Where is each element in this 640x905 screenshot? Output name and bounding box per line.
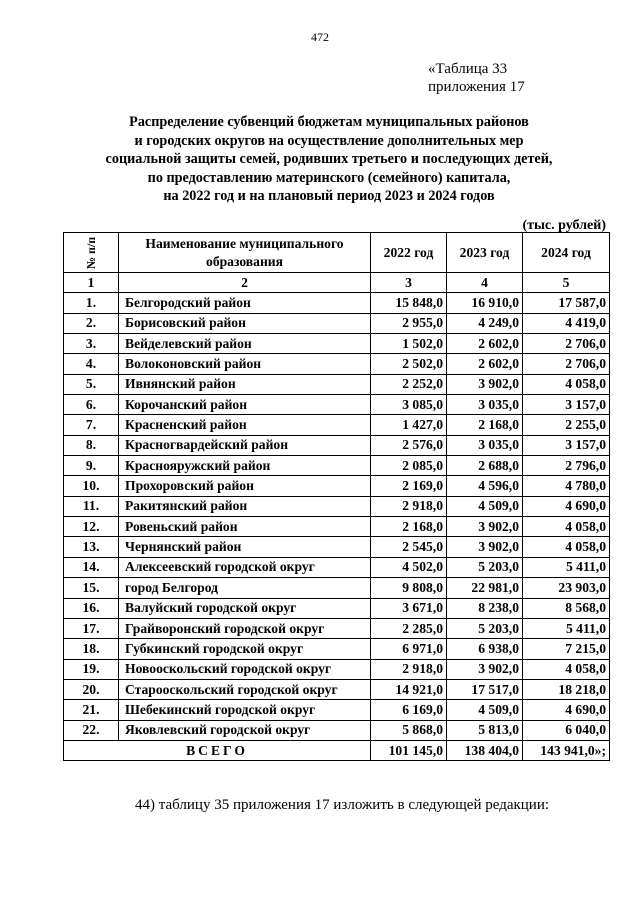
header-num xyxy=(64,233,119,273)
municipality-name: Белгородский район xyxy=(119,293,371,313)
municipality-name: Борисовский район xyxy=(119,313,371,333)
table-row xyxy=(64,313,610,333)
index-cell: 2 xyxy=(119,273,371,293)
value-2023: 2 602,0 xyxy=(447,334,523,354)
table-row xyxy=(64,679,610,699)
index-cell: 3 xyxy=(371,273,447,293)
value-2022: 2 576,0 xyxy=(371,435,447,455)
value-2022: 15 848,0 xyxy=(371,293,447,313)
value-2022: 14 921,0 xyxy=(371,679,447,699)
value-2024: 4 690,0 xyxy=(523,496,610,516)
value-2023: 3 902,0 xyxy=(447,659,523,679)
table-row xyxy=(64,700,610,720)
value-2024: 2 255,0 xyxy=(523,415,610,435)
value-2023: 5 813,0 xyxy=(447,720,523,740)
municipality-name: Ровеньский район xyxy=(119,517,371,537)
municipality-name: Шебекинский городской округ xyxy=(119,700,371,720)
value-2023: 4 596,0 xyxy=(447,476,523,496)
row-number: 19. xyxy=(64,659,119,679)
title-line: Распределение субвенций бюджетам муниципальных районов xyxy=(129,114,529,130)
title-line: социальной защиты семей, родивших третьего и последующих детей, xyxy=(105,151,553,167)
subsidy-table xyxy=(63,232,610,761)
value-2022: 6 169,0 xyxy=(371,700,447,720)
municipality-name: Алексеевский городской округ xyxy=(119,557,371,577)
value-2024: 2 706,0 xyxy=(523,354,610,374)
index-cell: 1 xyxy=(64,273,119,293)
municipality-name: Грайворонский городской округ xyxy=(119,618,371,638)
row-number: 6. xyxy=(64,395,119,415)
value-2023: 3 035,0 xyxy=(447,435,523,455)
table-row xyxy=(64,456,610,476)
table-row xyxy=(64,659,610,679)
table-row xyxy=(64,476,610,496)
value-2022: 2 502,0 xyxy=(371,354,447,374)
municipality-name: Валуйский городской округ xyxy=(119,598,371,618)
value-2024: 17 587,0 xyxy=(523,293,610,313)
table-row xyxy=(64,374,610,394)
value-2024: 4 058,0 xyxy=(523,517,610,537)
header-2024: 2024 год xyxy=(523,233,610,273)
value-2022: 2 085,0 xyxy=(371,456,447,476)
row-number: 10. xyxy=(64,476,119,496)
table-header-row xyxy=(64,233,610,273)
table-row xyxy=(64,496,610,516)
value-2023: 4 249,0 xyxy=(447,313,523,333)
value-2024: 4 058,0 xyxy=(523,659,610,679)
value-2023: 3 902,0 xyxy=(447,374,523,394)
value-2024: 4 419,0 xyxy=(523,313,610,333)
value-2022: 2 168,0 xyxy=(371,517,447,537)
row-number: 8. xyxy=(64,435,119,455)
value-2023: 17 517,0 xyxy=(447,679,523,699)
row-number: 7. xyxy=(64,415,119,435)
municipality-name: Яковлевский городской округ xyxy=(119,720,371,740)
municipality-name: Корочанский район xyxy=(119,395,371,415)
value-2022: 2 169,0 xyxy=(371,476,447,496)
title-line: по предоставлению материнского (семейного) капитала, xyxy=(147,169,511,186)
table-row xyxy=(64,415,610,435)
value-2022: 4 502,0 xyxy=(371,557,447,577)
value-2022: 2 545,0 xyxy=(371,537,447,557)
value-2023: 5 203,0 xyxy=(447,618,523,638)
value-2022: 2 918,0 xyxy=(371,659,447,679)
row-number: 15. xyxy=(64,578,119,598)
value-2023: 2 688,0 xyxy=(447,456,523,476)
value-2024: 23 903,0 xyxy=(523,578,610,598)
row-number: 18. xyxy=(64,639,119,659)
municipality-name: Волоконовский район xyxy=(119,354,371,374)
row-number: 12. xyxy=(64,517,119,537)
value-2023: 4 509,0 xyxy=(447,496,523,516)
value-2024: 5 411,0 xyxy=(523,618,610,638)
table-row xyxy=(64,578,610,598)
table-row xyxy=(64,618,610,638)
municipality-name: Губкинский городской округ xyxy=(119,639,371,659)
table-row xyxy=(64,334,610,354)
value-2023: 22 981,0 xyxy=(447,578,523,598)
value-2023: 3 902,0 xyxy=(447,517,523,537)
value-2023: 6 938,0 xyxy=(447,639,523,659)
table-reference-line1: «Таблица 33 xyxy=(428,61,508,77)
value-2024: 6 040,0 xyxy=(523,720,610,740)
title-line: и городских округов на осуществление дополнительных мер xyxy=(134,132,524,149)
municipality-name: Новооскольский городской округ xyxy=(119,659,371,679)
row-number: 9. xyxy=(64,456,119,476)
value-2023: 3 902,0 xyxy=(447,537,523,557)
row-number: 2. xyxy=(64,313,119,333)
value-2024: 18 218,0 xyxy=(523,679,610,699)
municipality-name: Прохоровский район xyxy=(119,476,371,496)
value-2023: 2 602,0 xyxy=(447,354,523,374)
row-number: 20. xyxy=(64,679,119,699)
total-row xyxy=(64,740,610,760)
value-2022: 6 971,0 xyxy=(371,639,447,659)
row-number: 17. xyxy=(64,618,119,638)
table-row xyxy=(64,395,610,415)
value-2022: 3 671,0 xyxy=(371,598,447,618)
value-2022: 1 427,0 xyxy=(371,415,447,435)
total-label: ВСЕГО xyxy=(64,740,371,760)
table-row xyxy=(64,354,610,374)
value-2024: 3 157,0 xyxy=(523,435,610,455)
header-name: Наименование муниципального образования xyxy=(119,233,371,273)
table-row xyxy=(64,517,610,537)
row-number: 22. xyxy=(64,720,119,740)
row-number: 5. xyxy=(64,374,119,394)
row-number: 16. xyxy=(64,598,119,618)
row-number: 11. xyxy=(64,496,119,516)
municipality-name: Красненский район xyxy=(119,415,371,435)
row-number: 14. xyxy=(64,557,119,577)
value-2023: 5 203,0 xyxy=(447,557,523,577)
value-2022: 3 085,0 xyxy=(371,395,447,415)
title-line: на 2022 год и на плановый период 2023 и 2024 годов xyxy=(163,188,495,204)
value-2022: 2 285,0 xyxy=(371,618,447,638)
municipality-name: Ивнянский район xyxy=(119,374,371,394)
total-2023: 138 404,0 xyxy=(447,740,523,760)
table-row xyxy=(64,598,610,618)
municipality-name: Красногвардейский район xyxy=(119,435,371,455)
header-2022: 2022 год xyxy=(371,233,447,273)
value-2024: 4 780,0 xyxy=(523,476,610,496)
value-2022: 2 918,0 xyxy=(371,496,447,516)
value-2024: 2 796,0 xyxy=(523,456,610,476)
value-2022: 5 868,0 xyxy=(371,720,447,740)
municipality-name: Ракитянский район xyxy=(119,496,371,516)
value-2024: 3 157,0 xyxy=(523,395,610,415)
value-2022: 2 955,0 xyxy=(371,313,447,333)
page-number: 472 xyxy=(311,30,329,44)
header-2023: 2023 год xyxy=(447,233,523,273)
table-reference xyxy=(428,60,548,96)
total-2022: 101 145,0 xyxy=(371,740,447,760)
table-row xyxy=(64,720,610,740)
municipality-name: Старооскольский городской округ xyxy=(119,679,371,699)
value-2023: 3 035,0 xyxy=(447,395,523,415)
value-2022: 9 808,0 xyxy=(371,578,447,598)
municipality-name: Чернянский район xyxy=(119,537,371,557)
value-2024: 4 058,0 xyxy=(523,537,610,557)
index-cell: 5 xyxy=(523,273,610,293)
value-2023: 16 910,0 xyxy=(447,293,523,313)
value-2024: 4 690,0 xyxy=(523,700,610,720)
header-num-text: № п/п xyxy=(84,236,98,269)
municipality-name: Вейделевский район xyxy=(119,334,371,354)
total-2024: 143 941,0»; xyxy=(523,740,610,760)
table-row xyxy=(64,639,610,659)
units-label: (тыс. рублей) xyxy=(522,218,606,233)
value-2022: 2 252,0 xyxy=(371,374,447,394)
row-number: 21. xyxy=(64,700,119,720)
row-number: 1. xyxy=(64,293,119,313)
table-row xyxy=(64,557,610,577)
municipality-name: город Белгород xyxy=(119,578,371,598)
column-index-row xyxy=(64,273,610,293)
table-row xyxy=(64,293,610,313)
municipality-name: Краснояружский район xyxy=(119,456,371,476)
value-2022: 1 502,0 xyxy=(371,334,447,354)
value-2024: 5 411,0 xyxy=(523,557,610,577)
value-2024: 2 706,0 xyxy=(523,334,610,354)
row-number: 4. xyxy=(64,354,119,374)
table-row xyxy=(64,435,610,455)
value-2023: 4 509,0 xyxy=(447,700,523,720)
document-title xyxy=(60,113,598,206)
table-reference-line2: приложения 17 xyxy=(428,79,525,95)
value-2023: 2 168,0 xyxy=(447,415,523,435)
value-2023: 8 238,0 xyxy=(447,598,523,618)
value-2024: 4 058,0 xyxy=(523,374,610,394)
row-number: 13. xyxy=(64,537,119,557)
table-row xyxy=(64,537,610,557)
row-number: 3. xyxy=(64,334,119,354)
index-cell: 4 xyxy=(447,273,523,293)
value-2024: 8 568,0 xyxy=(523,598,610,618)
footer-instruction: 44) таблицу 35 приложения 17 изложить в следующей редакции: xyxy=(135,797,550,813)
value-2024: 7 215,0 xyxy=(523,639,610,659)
